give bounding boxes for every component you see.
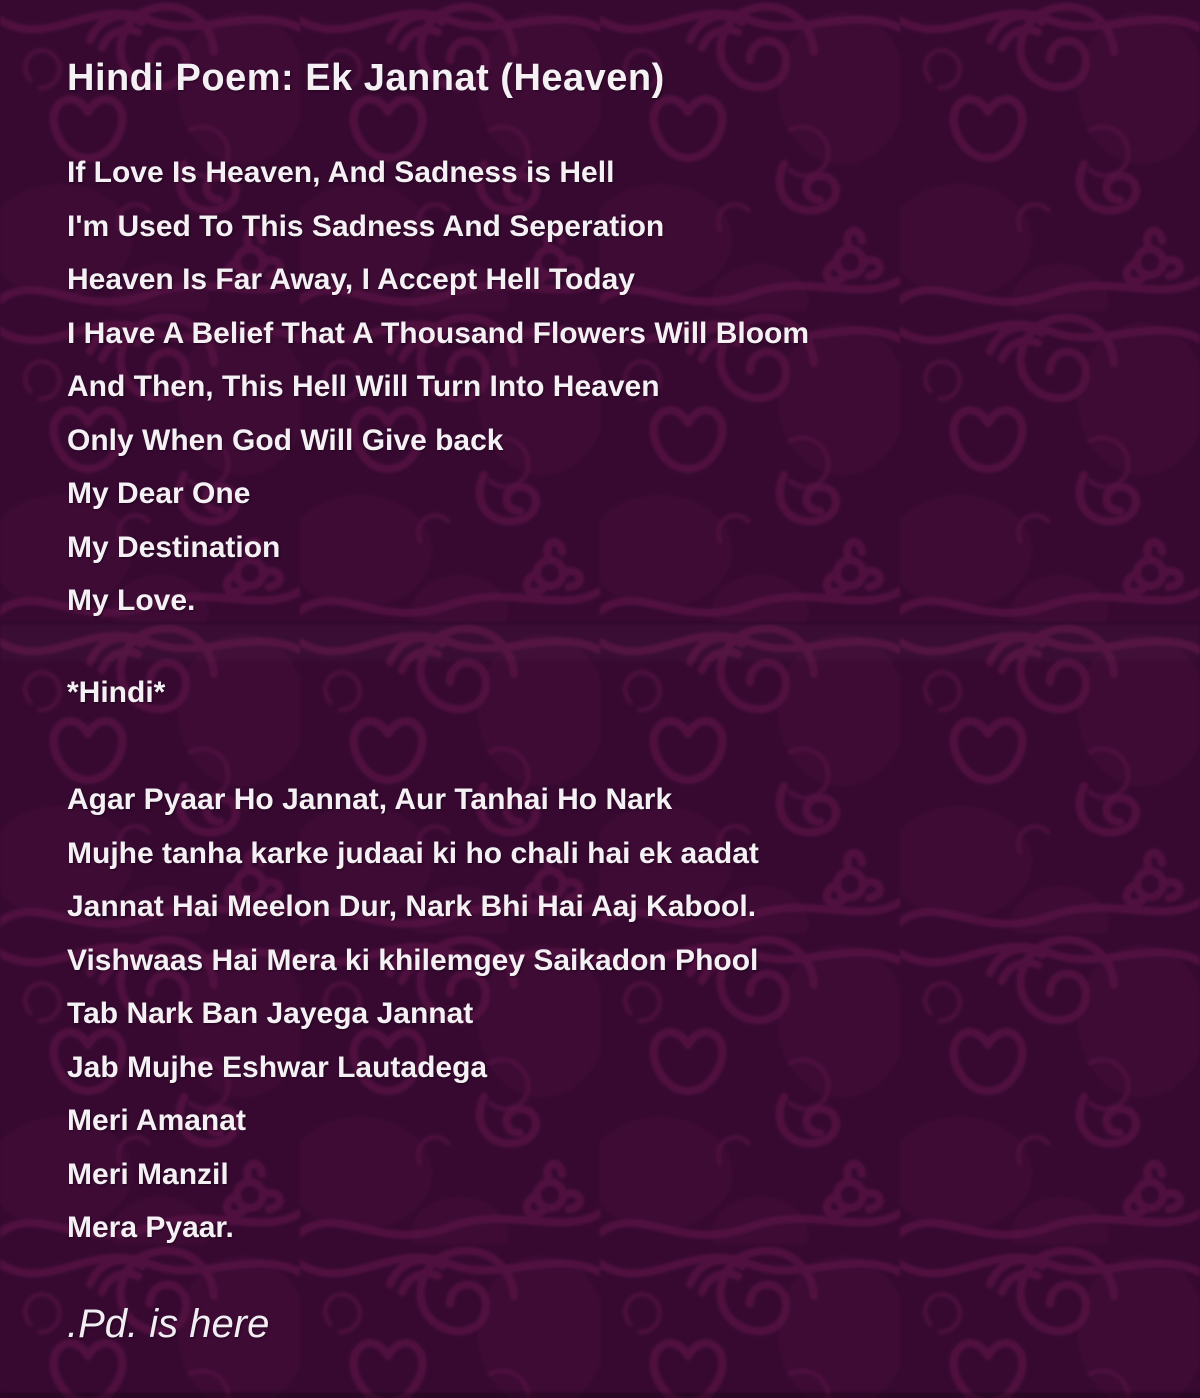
poem-line: Mujhe tanha karke judaai ki ho chali hai ek aadat (67, 836, 759, 870)
poem-line: Jannat Hai Meelon Dur, Nark Bhi Hai Aaj Kabool. (67, 890, 757, 923)
poem-line: Mera Pyaar. (67, 1211, 234, 1244)
poem-line: Tab Nark Ban Jayega Jannat (67, 997, 474, 1030)
language-marker: *Hindi* (67, 675, 166, 709)
english-stanza (67, 146, 1160, 628)
poem-line: I Have A Belief That A Thousand Flowers Will Bloom (67, 316, 810, 350)
poem-title: Hindi Poem: Ek Jannat (Heaven) (67, 57, 665, 99)
poem-line: Jab Mujhe Eshwar Lautadega (67, 1050, 488, 1084)
poem-line: Heaven Is Far Away, I Accept Hell Today (67, 263, 635, 296)
poem-line: Only When God Will Give back (67, 423, 504, 457)
poem-line: My Love. (67, 584, 196, 617)
poem-line: And Then, This Hell Will Turn Into Heaven (67, 370, 660, 403)
poem-line: Vishwaas Hai Mera ki khilemgey Saikadon Phool (67, 943, 759, 977)
bottom-edge-shade (0, 1392, 1200, 1398)
poem-line: Meri Amanat (67, 1104, 246, 1137)
poem-line: My Dear One (67, 477, 251, 510)
poem-line: My Destination (67, 530, 281, 564)
poem-line: If Love Is Heaven, And Sadness is Hell (67, 156, 615, 189)
poem-line: Agar Pyaar Ho Jannat, Aur Tanhai Ho Nark (67, 783, 673, 816)
poem-line: I'm Used To This Sadness And Seperation (67, 209, 665, 243)
poem-line: Meri Manzil (67, 1157, 229, 1191)
poet-signature: .Pd. is here (67, 1301, 270, 1346)
hindi-stanza (67, 773, 1160, 1255)
